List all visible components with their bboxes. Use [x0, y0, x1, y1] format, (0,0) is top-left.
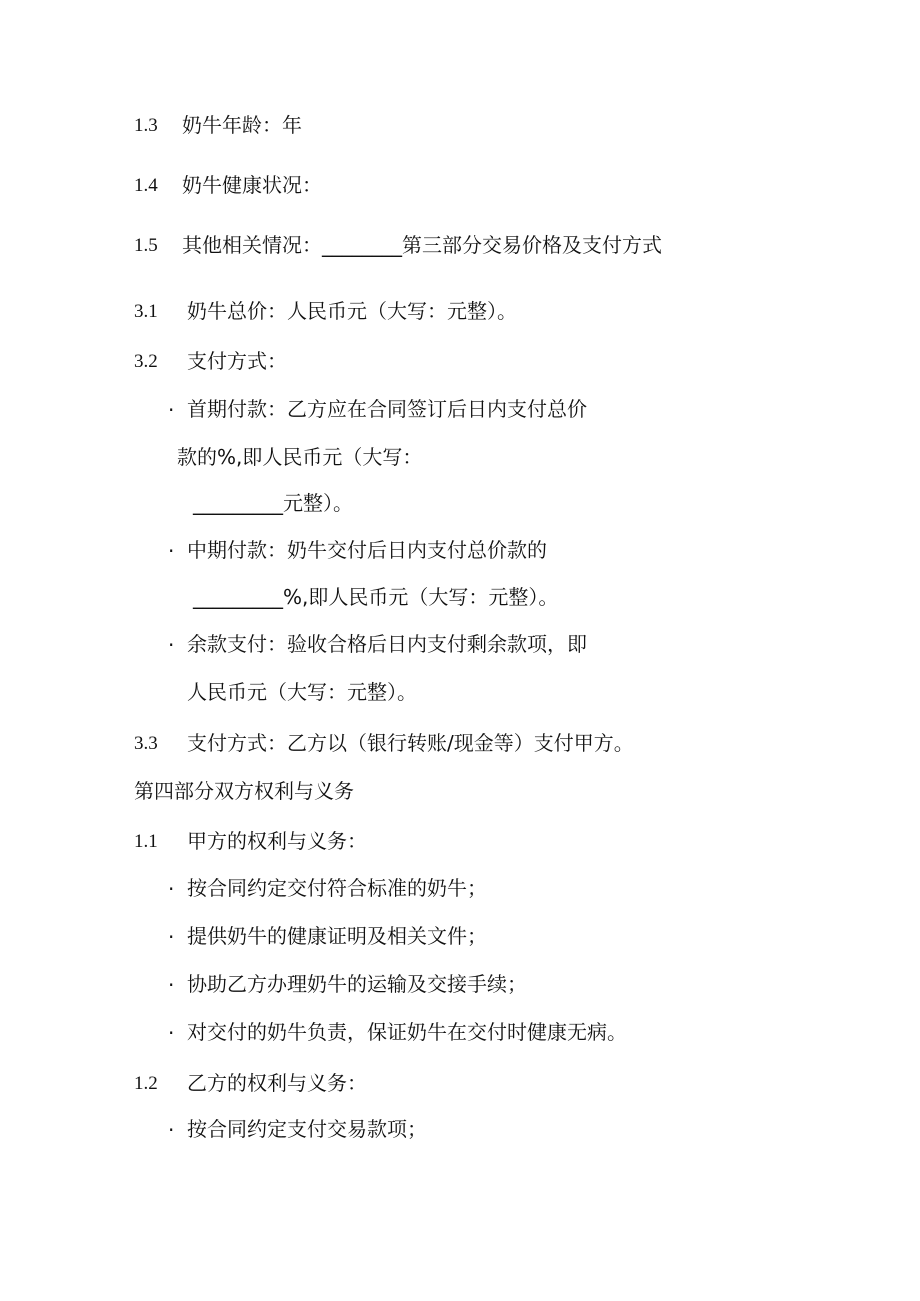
- clause-number: 1.5: [134, 235, 158, 256]
- clause-text-cow-age: 奶牛年龄：年: [182, 113, 302, 137]
- party-b-duty-item: 按合同约定支付交易款项；: [187, 1117, 427, 1141]
- clause-number: 3.3: [134, 733, 158, 754]
- bullet-dot: ·: [168, 1118, 175, 1142]
- first-payment-line-2: 款的%,即人民币元（大写：: [177, 445, 423, 469]
- clause-text-total-price: 奶牛总价：人民币元（大写：元整）。: [187, 299, 517, 323]
- bullet-dot: ·: [168, 633, 175, 657]
- clause-text-payment-channel: 支付方式：乙方以（银行转账/现金等）支付甲方。: [187, 731, 634, 755]
- section-heading: 第四部分双方权利与义务: [134, 779, 354, 803]
- clause-number: 3.2: [134, 351, 158, 372]
- clause-number: 1.4: [134, 175, 158, 196]
- bullet-dot: ·: [168, 925, 175, 949]
- clause-text-payment-method: 支付方式：: [187, 349, 287, 373]
- bullet-dot: ·: [168, 877, 175, 901]
- party-a-duty-item: 协助乙方办理奶牛的运输及交接手续；: [187, 972, 527, 996]
- clause-text-party-a: 甲方的权利与义务：: [187, 829, 367, 853]
- clause-text-cow-health: 奶牛健康状况：: [182, 173, 322, 197]
- clause-text-other-info: 其他相关情况：________第三部分交易价格及支付方式: [182, 233, 662, 257]
- first-payment-line-1: 首期付款：乙方应在合同签订后日内支付总价: [187, 397, 587, 421]
- clause-text-party-b: 乙方的权利与义务：: [187, 1071, 367, 1095]
- clause-number: 3.1: [134, 301, 158, 322]
- clause-number: 1.2: [134, 1073, 158, 1094]
- balance-payment-line-1: 余款支付：验收合格后日内支付剩余款项，即: [187, 632, 587, 656]
- mid-payment-line-2: _________%,即人民币元（大写：元整）。: [193, 585, 559, 609]
- clause-number: 1.1: [134, 831, 158, 852]
- mid-payment-line-1: 中期付款：奶牛交付后日内支付总价款的: [187, 538, 547, 562]
- bullet-dot: ·: [168, 398, 175, 422]
- party-a-duty-item: 对交付的奶牛负责，保证奶牛在交付时健康无病。: [187, 1020, 627, 1044]
- bullet-dot: ·: [168, 539, 175, 563]
- clause-number: 1.3: [134, 115, 158, 136]
- bullet-dot: ·: [168, 1021, 175, 1045]
- bullet-dot: ·: [168, 973, 175, 997]
- first-payment-line-3: _________元整）。: [193, 491, 353, 515]
- party-a-duty-item: 提供奶牛的健康证明及相关文件；: [187, 924, 487, 948]
- party-a-duty-item: 按合同约定交付符合标准的奶牛；: [187, 876, 487, 900]
- balance-payment-line-2: 人民币元（大写：元整）。: [187, 680, 417, 704]
